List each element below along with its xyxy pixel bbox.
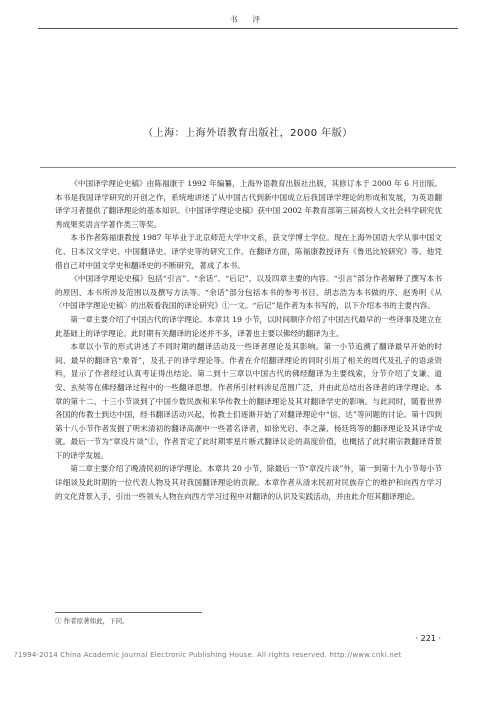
paragraph: 《中国译学理论史稿》包括“引言”、“余话”、“后记”，以及四章主要的内容。“引言”部分作者解释了撰写本书的原因、本书所涉及范围以及撰写方法等。“余话”部分包括本书的参考书目、胡志浩为本书做的序、赵秀明《从〈中国译学理论史稿〉的出版看我国的译论研究》①一文。“后记”是作者为本书写的，以下介绍本书的主要内容。 (55, 274, 442, 311)
header-rule (38, 28, 458, 29)
paragraph: 《中国译学理论史稿》由陈福康于 1992 年编纂，上海外语教育出版社出版，其修订本于 2000 年 6 月出版。本书是我国译学研究的开创之作，系统地讲述了从中国古代到新中国成立后我国译学理论的形成和发展，为英语翻译学习者提供了翻译理论的基本知识。《中国译学理论史稿》获中国 2002 年教育部第三届高校人文社会科学研究优秀成果奖语言学著作类三等奖。 (55, 179, 442, 229)
running-header: 书 评 (229, 15, 267, 24)
paragraph: 第一章主要介绍了中国古代的译学理论。本章共 19 小节，以时间顺序介绍了中国古代最早的一些译事及建立在此基础上的译学理论。此时期有关翻译的论述并不多，译著也主要以佛经的翻译为主。 (55, 314, 442, 338)
section-divider (40, 167, 456, 168)
footnote: ① 作者原著如此，下同。 (55, 617, 129, 625)
publication-info: （上海：上海外语教育出版社，2000 年版） (143, 128, 353, 139)
paragraph: 本书作者陈福康教授 1987 年毕业于北京师范大学中文系，获文学博士学位。现在上海外国语大学从事中国文化、日本汉文学史、中国翻译史、译学史等的研究工作。在翻译方面，陈福康教授译有《鲁迅比较研究》等。他凭借自己对中国文学史和翻译史的不断研究，著成了本书。 (55, 233, 442, 270)
paragraph: 本章以小节的形式讲述了不同时期的翻译活动及一些译者理论及其影响。第一小节追溯了翻译最早开始的时间、最早的翻译官“象胥”，及孔子的译学理论等。作者在介绍翻译理论的同时引用了相关的周代及孔子的语录资料，显示了作者经过认真考证得出结论。第二到十三章以中国古代的佛经翻译为主要线索，分节介绍了支谦、道安、玄奘等在佛经翻译过程中的一些翻译思想。作者所引材料涉足范围广泛，并由此总结出各译者的译学理论。本章的第十二、十三小节谈到了中国少数民族和来华传教士的翻译理论及其对翻译学史的影响。与此同时，随着世界各国的传教士到达中国，经书翻译活动兴起，传教士们逐渐开始了对翻译理论中“信、达”等问题的讨论。第十四到第十八小节作者发掘了明末清初的翻译高潮中一些著名译者，如徐光启、李之藻、杨廷筠等的翻译理论及其译学成就。最后一节为“章没片谈”①，作者肯定了此时期零星片断式翻译议论的高度价值，也概括了此时期宗教翻译背景下的译学发展。 (55, 342, 442, 460)
article-body (55, 177, 442, 503)
footnote-rule (55, 612, 202, 613)
paragraph: 第二章主要介绍了晚清民初的译学理论。本章共 20 小节，除最后一节“章没片谈”外，第一到第十九小节每小节详细谈及此时期的一位代表人物及其对我国翻译理论的贡献。本章作者从清末民初对民族存亡的维护和向西方学习的文化背景入手，引出一些领头人物在向西方学习过程中对翻译的认识及实践活动，并由此介绍其翻译理论。 (55, 464, 442, 501)
page-number: · 221 · (415, 634, 441, 643)
copyright-line: ?1994-2014 China Academic Journal Electronic Publishing House. All rights reserved. http://www.cnki.net (14, 651, 402, 659)
